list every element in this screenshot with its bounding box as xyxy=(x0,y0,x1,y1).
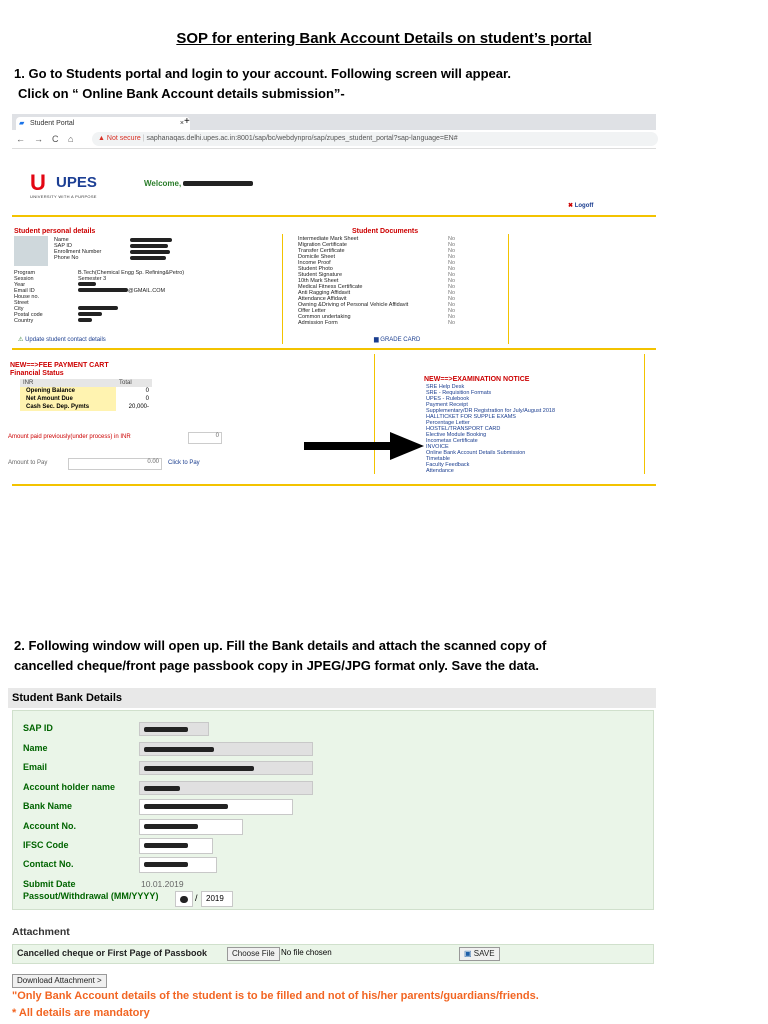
label-year: Year xyxy=(14,282,26,288)
document-status: No xyxy=(448,308,456,314)
bank-name-input[interactable] xyxy=(139,799,293,815)
home-icon[interactable]: ⌂ xyxy=(68,134,74,144)
documents-list xyxy=(298,236,468,326)
document-status: No xyxy=(448,248,456,254)
click-to-pay-link[interactable]: Click to Pay xyxy=(168,460,200,466)
documents-title: Student Documents xyxy=(352,228,419,235)
grade-card-link[interactable] xyxy=(374,336,420,343)
logoff-label: Logoff xyxy=(574,203,594,209)
table-row xyxy=(20,403,152,411)
reload-icon[interactable]: C xyxy=(52,134,59,144)
pointer-arrow-icon xyxy=(304,432,424,462)
save-label: SAVE xyxy=(473,949,495,958)
document-status: No xyxy=(448,314,456,320)
label-program: Program xyxy=(14,270,36,276)
fin-head-total: Total xyxy=(119,380,132,386)
list-item[interactable]: Common undertaking xyxy=(298,314,351,320)
list-item[interactable]: Offer Letter xyxy=(298,308,326,314)
url-text: saphanaqas.delhi.upes.ac.in:8001/sap/bc/webdynpro/sap/zupes_student_portal?sap-language=EN# xyxy=(146,135,458,142)
divider-far xyxy=(644,354,645,474)
label-contact: Contact No. xyxy=(23,859,74,869)
list-item[interactable]: Student Photo xyxy=(298,266,333,272)
label-phone: Phone No xyxy=(54,255,79,261)
list-item[interactable]: Attendance Affidavit xyxy=(298,296,347,302)
portal-link[interactable]: SRE - Requisition Formats xyxy=(426,390,492,396)
portal-link[interactable]: Attendance xyxy=(426,468,454,474)
program-value: B.Tech(Chemical Engg Sp. Refining&Petro) xyxy=(78,270,185,276)
list-item[interactable]: Intermediate Mark Sheet xyxy=(298,236,359,242)
grade-card-label: GRADE CARD xyxy=(380,337,421,343)
list-item[interactable]: Transfer Certificate xyxy=(298,248,345,254)
portal-link[interactable]: SRE Help Desk xyxy=(426,384,465,390)
fee-cart-link[interactable]: NEW==>FEE PAYMENT CART xyxy=(10,362,109,369)
list-item[interactable]: Medical Fitness Certificate xyxy=(298,284,363,290)
step1-line1: 1. Go to Students portal and login to your account. Following screen will appear. xyxy=(14,66,511,81)
portal-link[interactable]: Percentage Letter xyxy=(426,420,470,426)
portal-links xyxy=(426,384,646,474)
document-status: No xyxy=(448,266,456,272)
back-icon[interactable]: ← xyxy=(16,134,25,144)
document-status: No xyxy=(448,242,456,248)
upes-tagline: UNIVERSITY WITH A PURPOSE xyxy=(30,194,97,199)
no-file-text: No file chosen xyxy=(281,948,332,957)
list-item[interactable]: Anti Ragging Affidavit xyxy=(298,290,351,296)
fin-value: 0 xyxy=(145,396,149,402)
forward-icon[interactable]: → xyxy=(34,134,43,144)
exam-notice-link[interactable]: NEW==>EXAMINATION NOTICE xyxy=(424,376,530,383)
portal-link[interactable]: Elective Module Booking xyxy=(426,432,487,438)
upes-logo-mark: U xyxy=(30,170,46,195)
label-email: Email ID xyxy=(14,288,35,294)
step1-line2: Click on “ Online Bank Account details submission”- xyxy=(18,86,345,101)
document-status: No xyxy=(448,278,456,284)
gold-divider xyxy=(12,215,656,217)
browser-tab[interactable] xyxy=(16,117,190,130)
portal-link[interactable]: HOSTEL/TRANSPORT CARD xyxy=(426,426,501,432)
divider-left xyxy=(282,234,283,344)
label-sap-id: SAP ID xyxy=(23,723,53,733)
portal-link[interactable]: Payment Receipt xyxy=(426,402,468,408)
label-country: Country xyxy=(14,318,34,324)
fin-label: Cash Sec. Dep. Pymts xyxy=(20,403,116,411)
label-street: Street xyxy=(14,300,29,306)
fin-value: 0 xyxy=(145,388,149,394)
portal-link[interactable]: HALLTICKET FOR SUPPLE EXAMS xyxy=(426,414,516,420)
portal-favicon-icon: ▰ xyxy=(19,120,25,127)
new-tab-icon[interactable]: + xyxy=(184,116,190,127)
note-mandatory: * All details are mandatory xyxy=(12,1007,150,1019)
personal-values-redacted xyxy=(130,238,172,260)
portal-link[interactable]: Faculty Feedback xyxy=(426,462,470,468)
submit-date-value: 10.01.2019 xyxy=(141,879,184,889)
email-value: @GMAIL.COM xyxy=(128,288,166,294)
divider-right xyxy=(508,234,509,344)
attachment-heading: Attachment xyxy=(12,926,70,938)
save-button[interactable] xyxy=(459,947,500,961)
contact-input[interactable] xyxy=(139,857,217,873)
list-item[interactable]: Owning &Driving of Personal Vehicle Affidavit xyxy=(298,302,409,308)
grade-card-icon: ▆ xyxy=(374,337,379,343)
document-status: No xyxy=(448,290,456,296)
note-parents: "Only Bank Account details of the student is to be filled and not of his/her parents/guardians/friends. xyxy=(12,990,539,1002)
list-item[interactable]: Income Proof xyxy=(298,260,331,266)
form-header: Student Bank Details xyxy=(8,688,656,708)
list-item[interactable]: Admission Form xyxy=(298,320,338,326)
fin-label: Net Amount Due xyxy=(20,395,116,403)
list-item[interactable]: 10th Mark Sheet xyxy=(298,278,339,284)
label-house: House no. xyxy=(14,294,40,300)
address-bar xyxy=(12,130,656,149)
amount-paid-field[interactable]: 0 xyxy=(188,432,222,444)
documents-status xyxy=(448,236,455,326)
document-status: No xyxy=(448,320,456,326)
sap-id-field xyxy=(139,722,209,736)
tab-title: Student Portal xyxy=(30,120,75,127)
label-submit-date: Submit Date xyxy=(23,879,76,889)
label-sap-id: SAP ID xyxy=(54,243,72,249)
label-city: City xyxy=(14,306,24,312)
account-holder-field xyxy=(139,781,313,795)
list-item[interactable]: Migration Certificate xyxy=(298,242,347,248)
document-status: No xyxy=(448,254,456,260)
label-passout: Passout/Withdrawal (MM/YYYY) xyxy=(23,891,159,901)
student-photo xyxy=(14,236,48,266)
update-contact-link[interactable] xyxy=(18,336,106,343)
semester-value: Semester 3 xyxy=(78,276,107,282)
step2-line1: 2. Following window will open up. Fill the Bank details and attach the scanned copy of xyxy=(14,638,547,653)
bank-form-screenshot xyxy=(8,688,656,1024)
portal-screenshot xyxy=(8,114,656,492)
gold-divider-3 xyxy=(12,484,656,486)
financial-status-title: Financial Status xyxy=(10,370,64,377)
personal-labels xyxy=(54,237,101,261)
label-account-holder: Account holder name xyxy=(23,782,116,792)
amount-to-pay-field[interactable]: 0.00 xyxy=(68,458,162,470)
attachment-row xyxy=(12,944,654,964)
logoff-link[interactable] xyxy=(568,202,593,209)
label-name: Name xyxy=(54,237,69,243)
portal-link[interactable]: Supplementary/DR Registration for July/August 2018 xyxy=(426,408,556,414)
fin-head-inr: INR xyxy=(23,380,34,386)
label-email: Email xyxy=(23,762,48,772)
fin-value: 20,000- xyxy=(128,404,149,410)
choose-file-button[interactable]: Choose File xyxy=(227,947,280,961)
warning-icon: ▲ xyxy=(98,135,105,142)
amount-to-pay-label: Amount to Pay xyxy=(8,460,48,466)
document-status: No xyxy=(448,296,456,302)
gold-divider-2 xyxy=(12,348,656,350)
document-status: No xyxy=(448,236,456,242)
document-status: No xyxy=(448,272,456,278)
label-bank-name: Bank Name xyxy=(23,801,73,811)
label-session: Session xyxy=(14,276,34,282)
redacted-name xyxy=(183,181,253,186)
personal-details-title: Student personal details xyxy=(14,228,96,235)
browser-tabbar xyxy=(12,114,656,130)
label-ifsc: IFSC Code xyxy=(23,840,69,850)
table-row xyxy=(20,395,152,403)
portal-link[interactable]: INVOICE xyxy=(426,444,449,450)
list-item[interactable]: Domicile Sheet xyxy=(298,254,335,260)
portal-link[interactable]: Incometax Certificate xyxy=(426,438,478,444)
email-field xyxy=(139,761,313,775)
logoff-icon: ✖ xyxy=(568,203,574,209)
attachment-label: Cancelled cheque or First Page of Passbook xyxy=(17,948,208,958)
page-title: SOP for entering Bank Account Details on student’s portal xyxy=(176,30,592,47)
label-enrollment: Enrollment Number xyxy=(54,249,102,255)
label-name: Name xyxy=(23,743,48,753)
bank-details-form xyxy=(12,710,654,910)
portal-link[interactable]: Timetable xyxy=(426,456,450,462)
passout-year-input[interactable]: 2019 xyxy=(201,891,233,907)
amount-paid-label: Amount paid previously(under process) in INR xyxy=(8,434,131,440)
passout-separator: / xyxy=(195,893,198,903)
finance-table xyxy=(20,379,152,411)
name-field xyxy=(139,742,313,756)
document-status: No xyxy=(448,302,456,308)
fin-label: Opening Balance xyxy=(20,387,116,395)
step2-line2: cancelled cheque/front page passbook copy in JPEG/JPG format only. Save the data. xyxy=(14,658,539,673)
welcome-message xyxy=(144,179,253,188)
account-no-input[interactable] xyxy=(139,819,243,835)
url-field[interactable]: ▲ Not secure | saphanaqas.delhi.upes.ac.in:8001/sap/bc/webdynpro/sap/zupes_student_portal?sap-language=EN# xyxy=(92,132,658,146)
program-labels xyxy=(14,270,43,324)
not-secure-label: Not secure xyxy=(106,135,141,142)
download-attachment-button[interactable]: Download Attachment > xyxy=(12,974,107,988)
ifsc-input[interactable] xyxy=(139,838,213,854)
passout-month-input[interactable] xyxy=(175,891,193,907)
welcome-label: Welcome, xyxy=(144,179,182,188)
floppy-icon: ▣ xyxy=(464,949,472,958)
program-values xyxy=(78,270,184,324)
list-item[interactable]: Student Signature xyxy=(298,272,343,278)
table-row xyxy=(20,387,152,395)
portal-link[interactable]: Online Bank Account Details Submission xyxy=(426,450,526,456)
label-postal: Postal code xyxy=(14,312,43,318)
update-contact-label: Update student contact details xyxy=(25,337,106,343)
label-account-no: Account No. xyxy=(23,821,76,831)
upes-logo-text: UPES xyxy=(56,174,97,191)
user-icon: ⚠ xyxy=(18,337,24,343)
portal-link[interactable]: UPES - Rulebook xyxy=(426,396,470,402)
tab-close-icon[interactable]: × xyxy=(179,120,184,127)
document-status: No xyxy=(448,284,456,290)
document-status: No xyxy=(448,260,456,266)
